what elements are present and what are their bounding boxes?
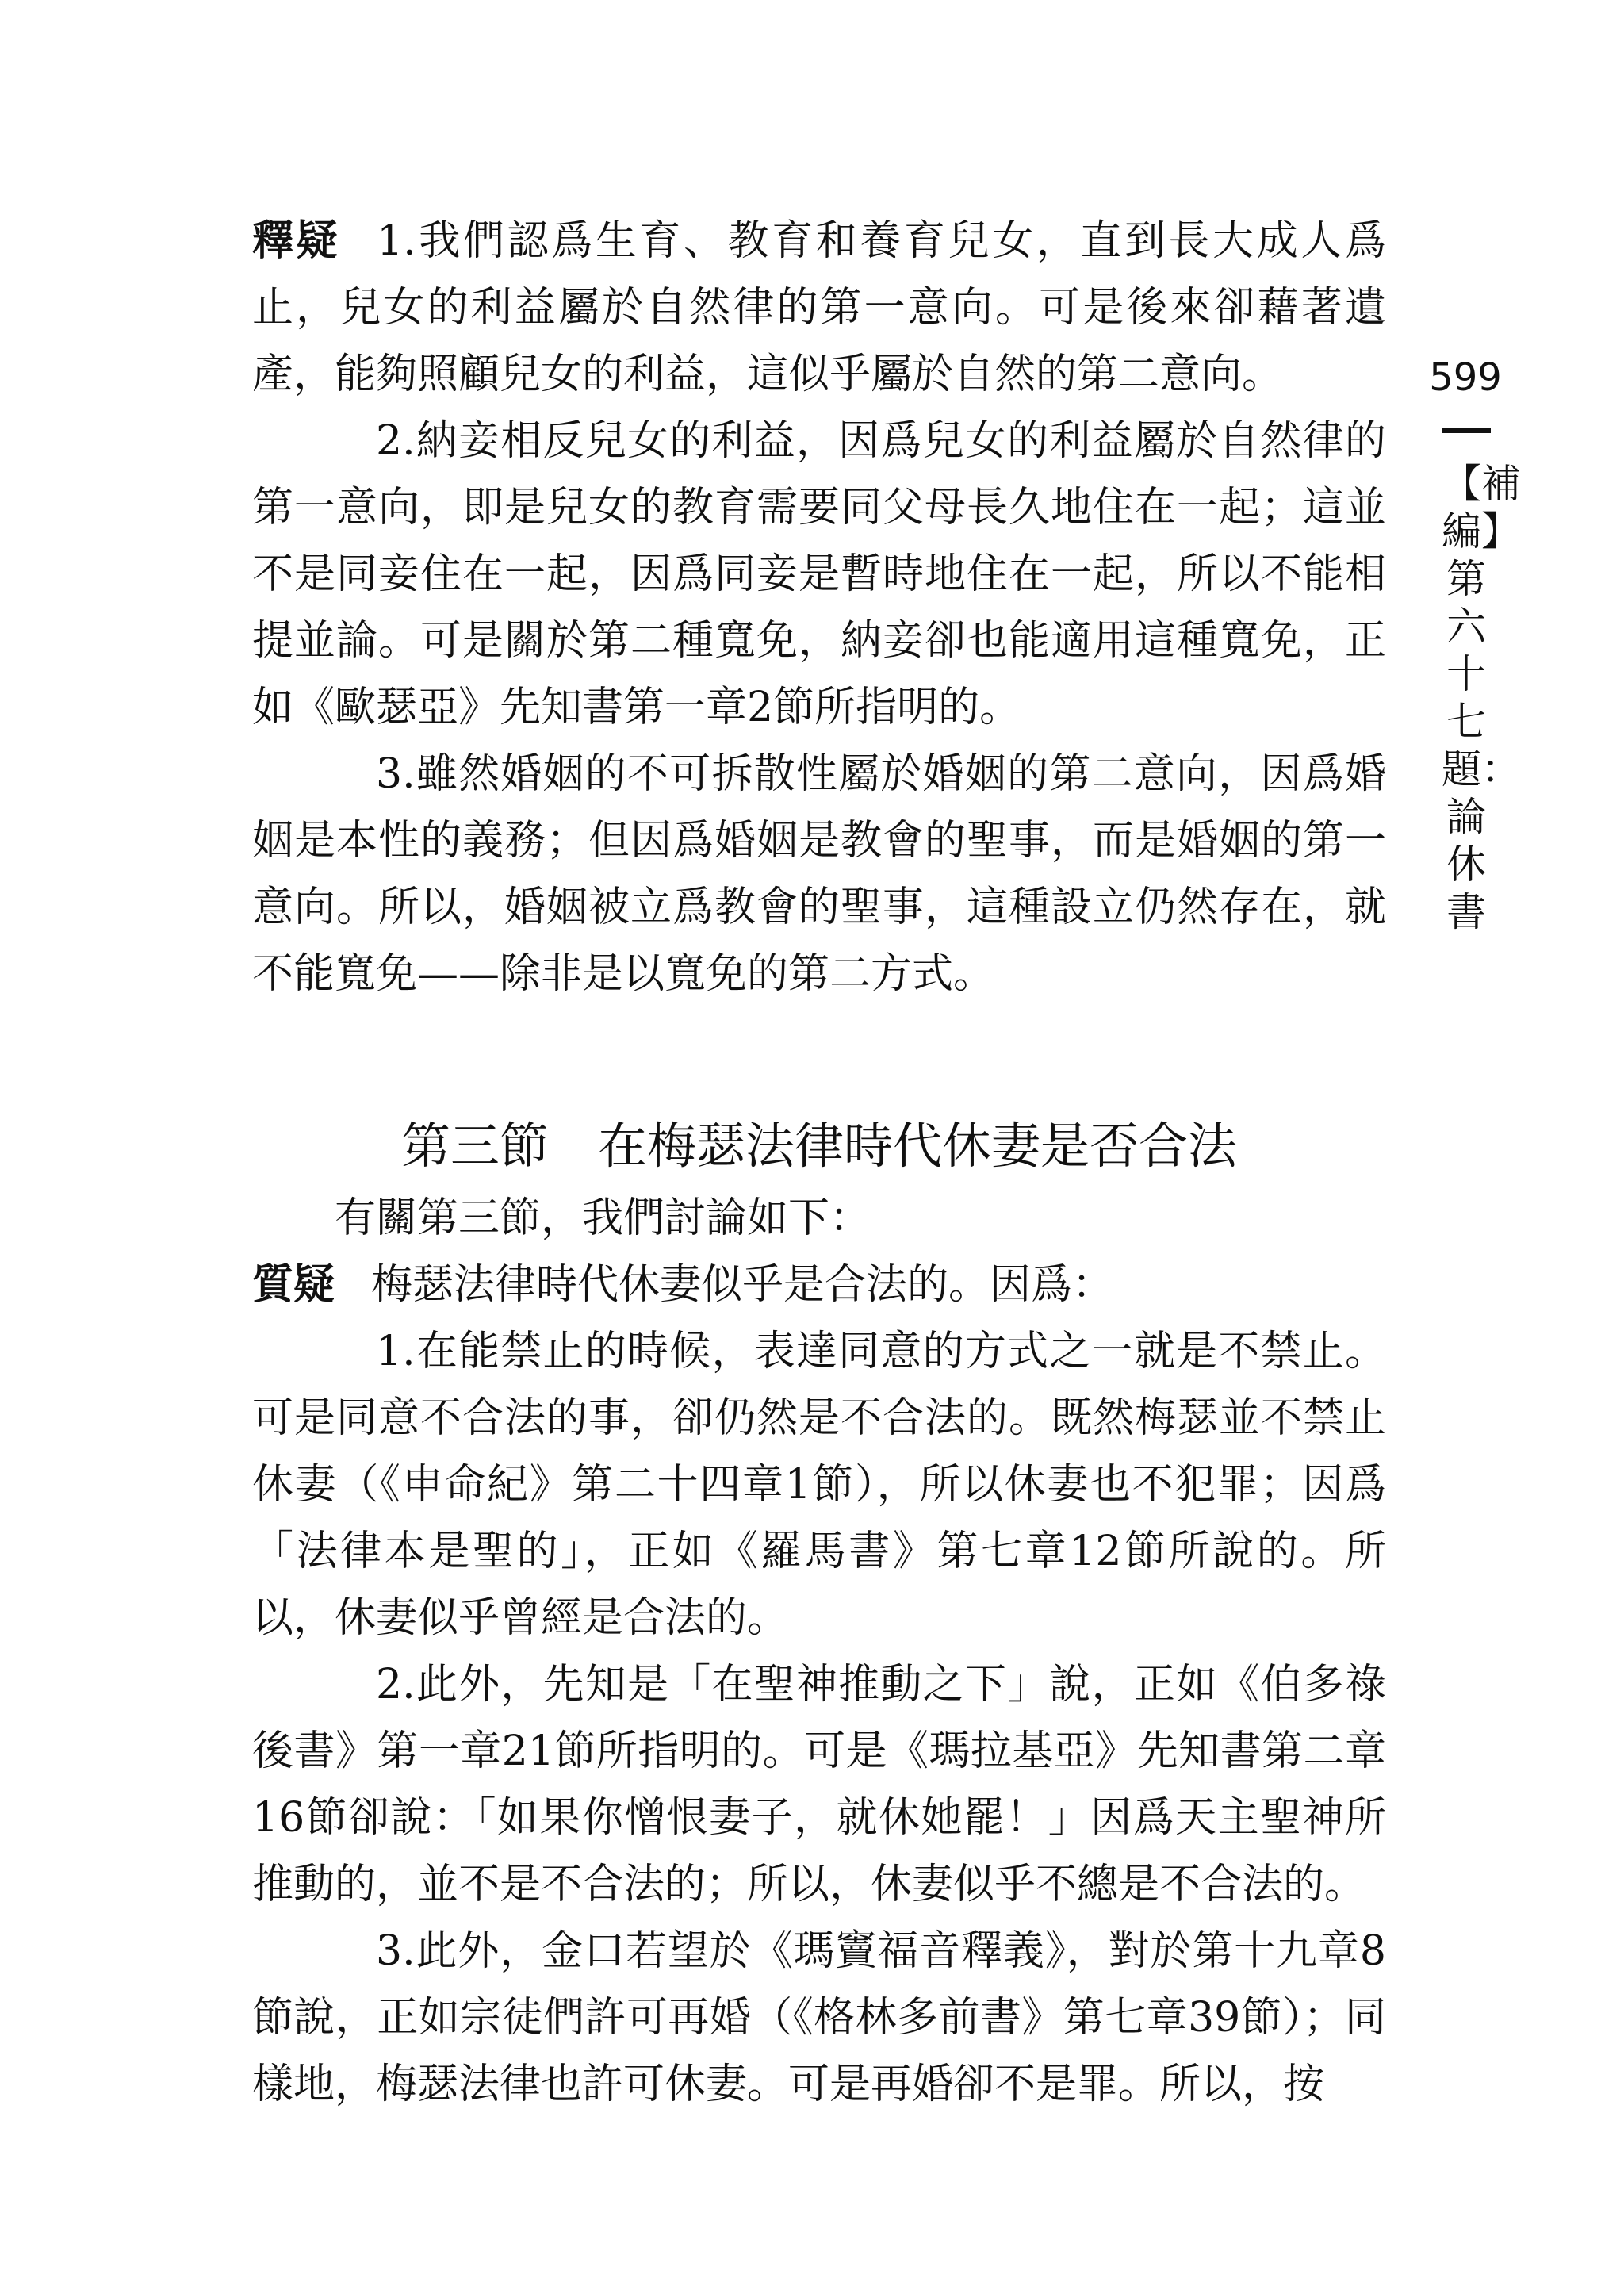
paragraph-reply-1 [252,208,1386,408]
paragraph-objection [252,1252,1386,1318]
running-head: 【補編】第六十七題：論休書 [1442,461,1521,935]
body-text [252,208,1386,2118]
reply-1-text: 1.我們認爲生育、教育和養育兒女，直到長大成人爲止，兒女的利益屬於自然律的第一意向。可是後來卻藉著遺產，能夠照顧兒女的利益，這似乎屬於自然的第二意向。 [252,217,1386,398]
objection-label: 質疑 [252,1261,335,1309]
header-rule [1442,428,1491,433]
page-number: 599 [1429,355,1502,400]
paragraph-reply-3: 3.雖然婚姻的不可拆散性屬於婚姻的第二意向，因爲婚姻是本性的義務；但因爲婚姻是教會的聖事，而是婚姻的第一意向。所以，婚姻被立爲教會的聖事，這種設立仍然存在，就不能寬免——除非是以寬免的第二方式。 [252,750,1386,998]
paragraph-objection-2: 2.此外，先知是「在聖神推動之下」說，正如《伯多祿後書》第一章21節所指明的。可是《瑪拉基亞》先知書第二章16節卻說：「如果你憎恨妻子，就休她罷！」因爲天主聖神所推動的，並不是不合法的；所以，休妻似乎不總是不合法的。 [252,1661,1386,1908]
paragraph-objection-3: 3.此外，金口若望於《瑪竇福音釋義》，對於第十九章8節說，正如宗徒們許可再婚（《格林多前書》第七章39節）；同樣地，梅瑟法律也許可休妻。可是再婚卻不是罪。所以，按 [252,1927,1386,2108]
reply-label: 釋疑 [252,217,341,265]
objection-text: 梅瑟法律時代休妻似乎是合法的。因爲： [371,1261,1114,1309]
paragraph-reply-2: 2.納妾相反兒女的利益，因爲兒女的利益屬於自然律的第一意向，即是兒女的教育需要同父母長久地住在一起；這並不是同妾住在一起，因爲同妾是暫時地住在一起，所以不能相提並論。可是關於第二種寬免，納妾卻也能適用這種寬免，正如《歐瑟亞》先知書第一章2節所指明的。 [252,417,1386,731]
section-title: 第三節 在梅瑟法律時代休妻是否合法 [400,1117,1237,1175]
section-intro: 有關第三節，我們討論如下： [335,1194,871,1242]
paragraph-objection-1: 1.在能禁止的時候，表達同意的方式之一就是不禁止。可是同意不合法的事，卻仍然是不合法的。既然梅瑟並不禁止休妻（《申命紀》第二十四章1節），所以休妻也不犯罪；因爲「法律本是聖的」，正如《羅馬書》第七章12節所說的。所以，休妻似乎曾經是合法的。 [252,1328,1386,1642]
